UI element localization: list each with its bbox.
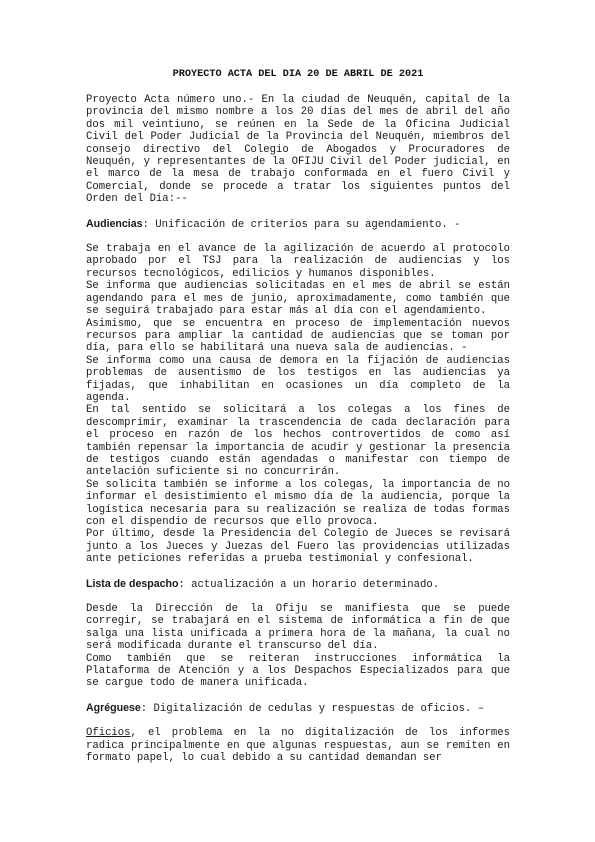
section-heading-audiencias — [86, 218, 510, 231]
paragraph-text: , el problema en la no digitalización de los informes radica principalmente en que algunas respuestas, aun se remiten en formato papel, lo cual debido a su cantidad demandan ser — [86, 727, 510, 765]
section-title: Lista de despacho — [86, 577, 179, 590]
paragraph — [86, 727, 510, 764]
paragraph: Se informa que audiencias solicitadas en el mes de abril se están agendando para el mes de junio, aproximadamente, como también que se seguirá trabajado para estar más al día con el agendamiento. — [86, 280, 510, 318]
intro-paragraph: Proyecto Acta número uno.- En la ciudad de Neuquén, capital de la provincia del mismo nombre a los 20 días del mes de abril del año dos mil veintiuno, se reúnen en la Sede de la Oficina Judicial Civil del Poder Judicial de la Provincia del Neuquén, miembros del consejo directivo del Colegio de Abogados y Procuradores de Neuquén, y representantes de la OFIJU Civil del Poder judicial, en el marco de la mesa de trabajo conformada en el fuero Civil y Comercial, donde se procede a tratar los siguientes puntos del Orden del Día:-- — [86, 94, 510, 206]
paragraph: Por último, desde la Presidencia del Colegio de Jueces se revisará junto a los Jueces y Juezas del Fuero las providencias utilizadas ante peticiones referidas a prueba testimonial y confesional. — [86, 528, 510, 566]
section-heading-agreguese — [86, 702, 510, 715]
document-title: PROYECTO ACTA DEL DIA 20 DE ABRIL DE 2021 — [172, 69, 424, 80]
section-subtitle: : actualización a un horario determinado. — [178, 578, 440, 591]
section-title: Agréguese — [86, 701, 141, 714]
paragraph: Se informa como una causa de demora en la fijación de audiencias problemas de ausentismo de los testigos en las audiencias ya fijadas, que inhabilitan en ocasiones un día completo de la agenda. — [86, 354, 510, 404]
underlined-term: Oficios — [86, 727, 131, 740]
paragraph: En tal sentido se solicitará a los colegas a los fines de descomprimir, examinar la trascendencia de cada declaración para el proceso en razón de los hechos controvertidos de como así también repensar la importancia de acudir y gestionar la presencia de testigos cuando están agendadas o manifestar con tiempo de antelación suficiente si no concurrirán. — [86, 404, 510, 479]
paragraph: Desde la Dirección de la Ofiju se manifiesta que se puede corregir, se trabajará en el sistema de informática a fin de que salga una lista unificada a primera hora de la mañana, la cual no será modificada durante el transcurso del día. — [86, 603, 510, 653]
paragraph: Asimismo, que se encuentra en proceso de implementación nuevos recursos para ampliar la cantidad de audiencias que se toman por día, para ello se habilitará una nueva sala de audiencias. - — [86, 317, 510, 355]
paragraph: Como también que se reiteran instrucciones informática la Plataforma de Atención y a los Despachos Especializados para que se cargue todo de manera unificada. — [86, 652, 510, 690]
document-body — [86, 94, 510, 765]
section-heading-lista-de-despacho — [86, 578, 510, 591]
paragraph: Se trabaja en el avance de la agilización de acuerdo al protocolo aprobado por el TSJ para la realización de audiencias y los recursos tecnológicos, edilicios y humanos disponibles. — [86, 243, 510, 280]
section-subtitle: : Unificación de criterios para su agendamiento. - — [142, 218, 461, 231]
section-title: Audiencias — [86, 217, 143, 230]
paragraph: Se solicita también se informe a los colegas, la importancia de no informar el desistimiento el mismo día de la audiencia, porque la logística necesaria para su realización se realiza de todas formas con el dispendio de recursos que ello provoca. — [86, 478, 510, 528]
section-subtitle: : Digitalización de cedulas y respuestas de oficios. – — [140, 702, 485, 715]
